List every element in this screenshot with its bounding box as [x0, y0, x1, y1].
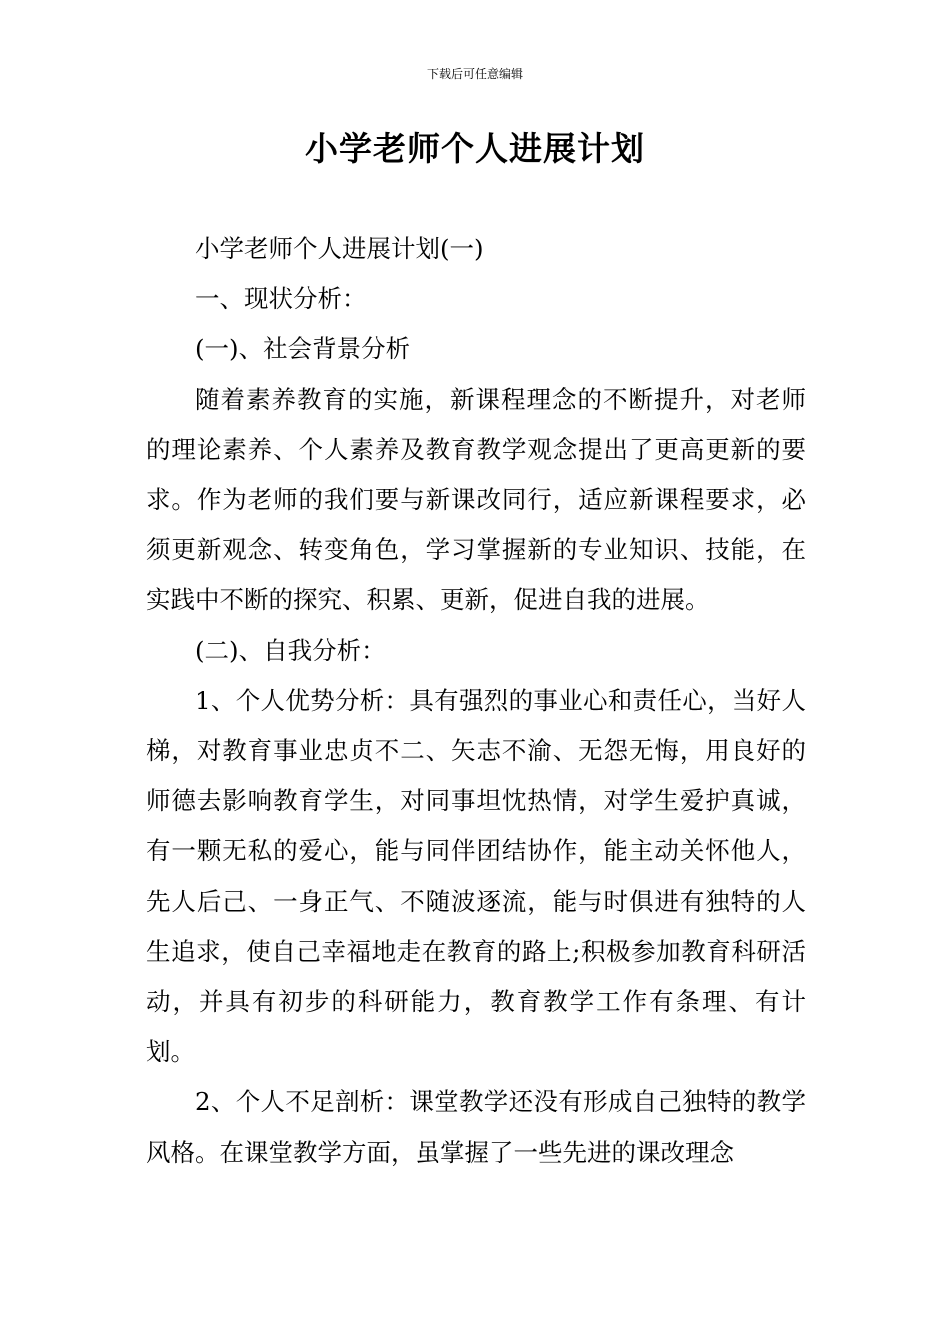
- document-body: [146, 224, 806, 1178]
- paragraph-strengths-text: 1、个人优势分析：具有强烈的事业心和责任心，当好人梯，对教育事业忠贞不二、矢志不渝、无怨无悔，用良好的师德去影响教育学生，对同事坦忱热情，对学生爱护真诚，有一颗无私的爱心，能与同伴团结协作，能主动关怀他人，先人后己、一身正气、不随波逐流，能与时俱进有独特的人生追求，使自己幸福地走在教育的路上;积极参加教育科研活动，并具有初步的科研能力，教育教学工作有条理、有计划。: [146, 685, 806, 1067]
- paragraph-plan-heading: 小学老师个人进展计划(一): [195, 234, 484, 263]
- header-note: 下载后可任意编辑: [426, 67, 523, 81]
- paragraph-section-heading: 一、现状分析：: [195, 284, 367, 314]
- paragraph-weaknesses-text: 2、个人不足剖析：课堂教学还没有形成自己独特的教学风格。在课堂教学方面，虽掌握了一些先进的课改理念: [146, 1087, 806, 1167]
- document-title: 小学老师个人进展计划: [305, 129, 645, 168]
- paragraph-subsection-heading: (二)、自我分析：: [195, 635, 386, 665]
- paragraph-background-text: 随着素养教育的实施，新课程理念的不断提升，对老师的理论素养、个人素养及教育教学观念提出了更高更新的要求。作为老师的我们要与新课改同行，适应新课程要求，必须更新观念、转变角色，学习掌握新的专业知识、技能，在实践中不断的探究、积累、更新，促进自我的进展。: [146, 384, 806, 615]
- paragraph-subsection-heading: (一)、社会背景分析: [195, 334, 411, 364]
